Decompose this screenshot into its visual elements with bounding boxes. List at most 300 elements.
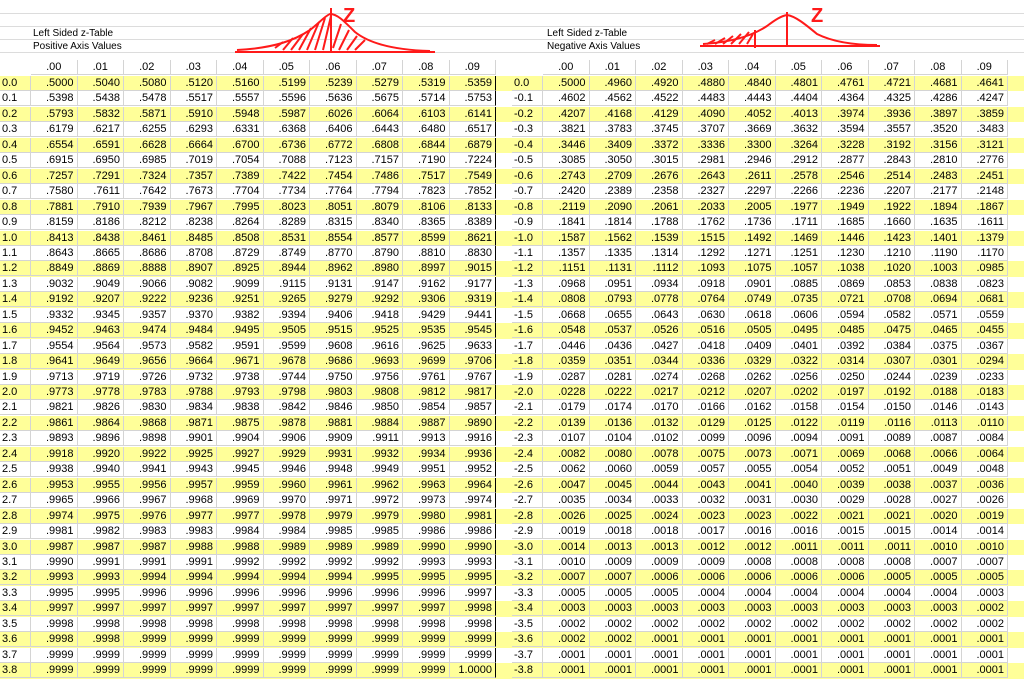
- positive-value-cell[interactable]: .9991: [124, 555, 171, 570]
- negative-value-cell[interactable]: .3483: [962, 122, 1009, 137]
- negative-value-cell[interactable]: .0043: [683, 478, 730, 493]
- negative-value-cell[interactable]: .0256: [776, 370, 823, 385]
- positive-z-cell[interactable]: 2.3: [0, 431, 31, 446]
- negative-value-cell[interactable]: .3897: [915, 107, 962, 122]
- positive-z-cell[interactable]: 1.7: [0, 339, 31, 354]
- negative-value-cell[interactable]: .3156: [915, 138, 962, 153]
- negative-value-cell[interactable]: .0020: [915, 509, 962, 524]
- negative-z-cell[interactable]: -2.0: [512, 385, 543, 400]
- column-header-right[interactable]: .01: [590, 60, 637, 75]
- negative-value-cell[interactable]: .0054: [776, 462, 823, 477]
- negative-value-cell[interactable]: .0013: [590, 540, 637, 555]
- negative-value-cell[interactable]: .0001: [822, 663, 869, 678]
- negative-z-cell[interactable]: -1.1: [512, 246, 543, 261]
- positive-value-cell[interactable]: .6808: [357, 138, 404, 153]
- column-header-left[interactable]: .02: [124, 60, 171, 75]
- negative-value-cell[interactable]: .2843: [869, 153, 916, 168]
- positive-value-cell[interactable]: .8238: [171, 215, 218, 230]
- negative-z-cell[interactable]: -0.8: [512, 200, 543, 215]
- positive-z-cell[interactable]: 2.0: [0, 385, 31, 400]
- negative-z-cell[interactable]: -1.5: [512, 308, 543, 323]
- negative-value-cell[interactable]: .4641: [962, 76, 1009, 91]
- negative-value-cell[interactable]: .0019: [962, 509, 1009, 524]
- positive-value-cell[interactable]: .8315: [310, 215, 357, 230]
- negative-value-cell[interactable]: .0094: [776, 431, 823, 446]
- negative-value-cell[interactable]: .0170: [636, 400, 683, 415]
- positive-value-cell[interactable]: .9983: [124, 524, 171, 539]
- negative-value-cell[interactable]: .1492: [729, 231, 776, 246]
- positive-value-cell[interactable]: .9999: [217, 648, 264, 663]
- positive-value-cell[interactable]: .6915: [31, 153, 78, 168]
- negative-value-cell[interactable]: .0052: [822, 462, 869, 477]
- positive-value-cell[interactable]: .8554: [310, 231, 357, 246]
- negative-value-cell[interactable]: .0001: [683, 663, 730, 678]
- negative-z-cell[interactable]: -0.3: [512, 122, 543, 137]
- negative-value-cell[interactable]: .1038: [822, 261, 869, 276]
- positive-value-cell[interactable]: .6331: [217, 122, 264, 137]
- negative-value-cell[interactable]: .0606: [776, 308, 823, 323]
- negative-value-cell[interactable]: .4013: [776, 107, 823, 122]
- negative-value-cell[interactable]: .0110: [962, 416, 1009, 431]
- positive-value-cell[interactable]: .9969: [217, 493, 264, 508]
- positive-value-cell[interactable]: .6064: [357, 107, 404, 122]
- negative-value-cell[interactable]: .4801: [776, 76, 823, 91]
- positive-value-cell[interactable]: .8944: [264, 261, 311, 276]
- positive-value-cell[interactable]: .9996: [264, 586, 311, 601]
- negative-value-cell[interactable]: .0307: [869, 354, 916, 369]
- positive-value-cell[interactable]: .9893: [31, 431, 78, 446]
- positive-value-cell[interactable]: .9564: [78, 339, 125, 354]
- negative-value-cell[interactable]: .4602: [543, 91, 590, 106]
- negative-value-cell[interactable]: .0064: [962, 447, 1009, 462]
- negative-value-cell[interactable]: .0116: [869, 416, 916, 431]
- negative-value-cell[interactable]: .0446: [543, 339, 590, 354]
- negative-value-cell[interactable]: .0002: [869, 617, 916, 632]
- positive-value-cell[interactable]: .9936: [450, 447, 497, 462]
- positive-z-cell[interactable]: 0.8: [0, 200, 31, 215]
- positive-value-cell[interactable]: .7704: [217, 184, 264, 199]
- negative-value-cell[interactable]: .0505: [729, 323, 776, 338]
- positive-value-cell[interactable]: .7422: [264, 169, 311, 184]
- positive-value-cell[interactable]: .9997: [31, 601, 78, 616]
- negative-value-cell[interactable]: .0006: [683, 570, 730, 585]
- negative-value-cell[interactable]: .0002: [915, 617, 962, 632]
- positive-value-cell[interactable]: .6141: [450, 107, 497, 122]
- positive-value-cell[interactable]: .9999: [264, 663, 311, 678]
- negative-value-cell[interactable]: .0571: [915, 308, 962, 323]
- positive-value-cell[interactable]: .9995: [403, 570, 450, 585]
- negative-value-cell[interactable]: .0003: [776, 601, 823, 616]
- negative-value-cell[interactable]: .4522: [636, 91, 683, 106]
- negative-value-cell[interactable]: .0006: [729, 570, 776, 585]
- positive-value-cell[interactable]: .9989: [264, 540, 311, 555]
- negative-value-cell[interactable]: .0375: [915, 339, 962, 354]
- negative-value-cell[interactable]: .2327: [683, 184, 730, 199]
- negative-value-cell[interactable]: .3228: [822, 138, 869, 153]
- negative-z-cell[interactable]: -0.4: [512, 138, 543, 153]
- positive-value-cell[interactable]: .6591: [78, 138, 125, 153]
- positive-value-cell[interactable]: .9830: [124, 400, 171, 415]
- column-header-left[interactable]: .08: [403, 60, 450, 75]
- positive-value-cell[interactable]: .5239: [310, 76, 357, 91]
- positive-value-cell[interactable]: .9535: [403, 323, 450, 338]
- negative-value-cell[interactable]: .0025: [590, 509, 637, 524]
- positive-value-cell[interactable]: .8186: [78, 215, 125, 230]
- positive-value-cell[interactable]: .9960: [264, 478, 311, 493]
- negative-value-cell[interactable]: .2946: [729, 153, 776, 168]
- negative-value-cell[interactable]: .0359: [543, 354, 590, 369]
- positive-value-cell[interactable]: .9996: [310, 586, 357, 601]
- negative-value-cell[interactable]: .1210: [869, 246, 916, 261]
- negative-value-cell[interactable]: .0001: [869, 632, 916, 647]
- negative-value-cell[interactable]: .0016: [729, 524, 776, 539]
- positive-value-cell[interactable]: .9177: [450, 277, 497, 292]
- positive-value-cell[interactable]: .8079: [357, 200, 404, 215]
- positive-value-cell[interactable]: .9946: [264, 462, 311, 477]
- positive-value-cell[interactable]: .8729: [217, 246, 264, 261]
- positive-value-cell[interactable]: .8962: [310, 261, 357, 276]
- negative-value-cell[interactable]: .0002: [590, 632, 637, 647]
- negative-value-cell[interactable]: .0007: [590, 570, 637, 585]
- negative-z-cell[interactable]: -1.0: [512, 231, 543, 246]
- positive-value-cell[interactable]: .8770: [310, 246, 357, 261]
- negative-value-cell[interactable]: .1251: [776, 246, 823, 261]
- positive-value-cell[interactable]: .9131: [310, 277, 357, 292]
- positive-value-cell[interactable]: .9932: [357, 447, 404, 462]
- positive-value-cell[interactable]: .7881: [31, 200, 78, 215]
- positive-value-cell[interactable]: .9998: [31, 632, 78, 647]
- negative-value-cell[interactable]: .0006: [776, 570, 823, 585]
- negative-value-cell[interactable]: .0485: [822, 323, 869, 338]
- positive-value-cell[interactable]: .9962: [357, 478, 404, 493]
- negative-z-cell[interactable]: -3.2: [512, 570, 543, 585]
- positive-value-cell[interactable]: .9994: [310, 570, 357, 585]
- positive-value-cell[interactable]: .9978: [264, 509, 311, 524]
- positive-value-cell[interactable]: .9082: [171, 277, 218, 292]
- column-header-right[interactable]: .00: [543, 60, 590, 75]
- negative-value-cell[interactable]: .0012: [683, 540, 730, 555]
- negative-value-cell[interactable]: .1271: [729, 246, 776, 261]
- positive-value-cell[interactable]: .9192: [31, 292, 78, 307]
- positive-value-cell[interactable]: .9115: [264, 277, 311, 292]
- positive-value-cell[interactable]: .9995: [450, 570, 497, 585]
- negative-value-cell[interactable]: .0001: [869, 648, 916, 663]
- positive-value-cell[interactable]: .9971: [310, 493, 357, 508]
- negative-value-cell[interactable]: .1515: [683, 231, 730, 246]
- positive-value-cell[interactable]: .9953: [31, 478, 78, 493]
- negative-value-cell[interactable]: .4052: [729, 107, 776, 122]
- positive-value-cell[interactable]: .9967: [124, 493, 171, 508]
- negative-value-cell[interactable]: .1170: [962, 246, 1009, 261]
- positive-value-cell[interactable]: .7764: [310, 184, 357, 199]
- negative-value-cell[interactable]: .0968: [543, 277, 590, 292]
- positive-value-cell[interactable]: .9857: [450, 400, 497, 415]
- positive-value-cell[interactable]: .9948: [310, 462, 357, 477]
- negative-value-cell[interactable]: .0044: [636, 478, 683, 493]
- positive-value-cell[interactable]: .7517: [403, 169, 450, 184]
- negative-value-cell[interactable]: .0526: [636, 323, 683, 338]
- positive-value-cell[interactable]: .9429: [403, 308, 450, 323]
- positive-value-cell[interactable]: .9625: [403, 339, 450, 354]
- negative-value-cell[interactable]: .4880: [683, 76, 730, 91]
- positive-value-cell[interactable]: .8106: [403, 200, 450, 215]
- negative-value-cell[interactable]: .0002: [543, 617, 590, 632]
- positive-value-cell[interactable]: .9972: [357, 493, 404, 508]
- negative-z-cell[interactable]: 0.0: [512, 76, 543, 91]
- positive-value-cell[interactable]: .6179: [31, 122, 78, 137]
- negative-value-cell[interactable]: .1190: [915, 246, 962, 261]
- positive-value-cell[interactable]: .9991: [78, 555, 125, 570]
- negative-value-cell[interactable]: .0244: [869, 370, 916, 385]
- positive-value-cell[interactable]: .9994: [171, 570, 218, 585]
- positive-value-cell[interactable]: .9817: [450, 385, 497, 400]
- positive-value-cell[interactable]: .6736: [264, 138, 311, 153]
- positive-value-cell[interactable]: .9525: [357, 323, 404, 338]
- positive-value-cell[interactable]: .9998: [357, 617, 404, 632]
- positive-value-cell[interactable]: .9998: [31, 617, 78, 632]
- negative-value-cell[interactable]: .3300: [729, 138, 776, 153]
- positive-value-cell[interactable]: .8830: [450, 246, 497, 261]
- negative-value-cell[interactable]: .0005: [590, 586, 637, 601]
- negative-value-cell[interactable]: .0034: [590, 493, 637, 508]
- negative-value-cell[interactable]: .0197: [822, 385, 869, 400]
- positive-z-cell[interactable]: 1.9: [0, 370, 31, 385]
- positive-value-cell[interactable]: .9793: [217, 385, 264, 400]
- positive-value-cell[interactable]: .5080: [124, 76, 171, 91]
- negative-value-cell[interactable]: .0057: [683, 462, 730, 477]
- negative-value-cell[interactable]: .0778: [636, 292, 683, 307]
- column-header-left[interactable]: .05: [264, 60, 311, 75]
- positive-value-cell[interactable]: .9968: [171, 493, 218, 508]
- positive-z-cell[interactable]: 2.4: [0, 447, 31, 462]
- negative-value-cell[interactable]: .3015: [636, 153, 683, 168]
- negative-value-cell[interactable]: .0041: [729, 478, 776, 493]
- negative-value-cell[interactable]: .0222: [590, 385, 637, 400]
- column-header-right[interactable]: .07: [869, 60, 916, 75]
- positive-value-cell[interactable]: .9999: [124, 663, 171, 678]
- negative-value-cell[interactable]: .0005: [543, 586, 590, 601]
- positive-value-cell[interactable]: .5478: [124, 91, 171, 106]
- negative-value-cell[interactable]: .0010: [915, 540, 962, 555]
- negative-value-cell[interactable]: .0409: [729, 339, 776, 354]
- negative-value-cell[interactable]: .0001: [683, 648, 730, 663]
- positive-z-cell[interactable]: 3.1: [0, 555, 31, 570]
- positive-value-cell[interactable]: .9750: [310, 370, 357, 385]
- negative-value-cell[interactable]: .4562: [590, 91, 637, 106]
- positive-value-cell[interactable]: .9994: [217, 570, 264, 585]
- positive-value-cell[interactable]: .7224: [450, 153, 497, 168]
- positive-value-cell[interactable]: .9997: [310, 601, 357, 616]
- column-header-right[interactable]: .05: [776, 60, 823, 75]
- positive-value-cell[interactable]: .9901: [171, 431, 218, 446]
- negative-value-cell[interactable]: .0087: [915, 431, 962, 446]
- positive-value-cell[interactable]: .6406: [310, 122, 357, 137]
- negative-z-cell[interactable]: -2.2: [512, 416, 543, 431]
- positive-value-cell[interactable]: .5948: [217, 107, 264, 122]
- negative-value-cell[interactable]: .2483: [915, 169, 962, 184]
- negative-value-cell[interactable]: .0062: [543, 462, 590, 477]
- negative-value-cell[interactable]: .0096: [729, 431, 776, 446]
- negative-value-cell[interactable]: .0012: [729, 540, 776, 555]
- positive-value-cell[interactable]: .9890: [450, 416, 497, 431]
- negative-value-cell[interactable]: .0080: [590, 447, 637, 462]
- positive-value-cell[interactable]: .9066: [124, 277, 171, 292]
- positive-value-cell[interactable]: .9997: [171, 601, 218, 616]
- negative-value-cell[interactable]: .3121: [962, 138, 1009, 153]
- positive-value-cell[interactable]: .9997: [264, 601, 311, 616]
- negative-value-cell[interactable]: .1660: [869, 215, 916, 230]
- positive-value-cell[interactable]: .5987: [264, 107, 311, 122]
- positive-value-cell[interactable]: .8708: [171, 246, 218, 261]
- negative-value-cell[interactable]: .0026: [962, 493, 1009, 508]
- column-header-right[interactable]: .08: [915, 60, 962, 75]
- negative-value-cell[interactable]: .0009: [636, 555, 683, 570]
- negative-value-cell[interactable]: .0003: [915, 601, 962, 616]
- column-header-right[interactable]: .03: [683, 60, 730, 75]
- negative-value-cell[interactable]: .0005: [962, 570, 1009, 585]
- positive-value-cell[interactable]: .9505: [264, 323, 311, 338]
- positive-value-cell[interactable]: .9582: [171, 339, 218, 354]
- negative-value-cell[interactable]: .0001: [962, 632, 1009, 647]
- negative-value-cell[interactable]: .0001: [869, 663, 916, 678]
- positive-value-cell[interactable]: .9964: [450, 478, 497, 493]
- positive-value-cell[interactable]: .7357: [171, 169, 218, 184]
- negative-value-cell[interactable]: .0166: [683, 400, 730, 415]
- positive-value-cell[interactable]: .9999: [450, 648, 497, 663]
- positive-value-cell[interactable]: .8621: [450, 231, 497, 246]
- negative-value-cell[interactable]: .1093: [683, 261, 730, 276]
- negative-value-cell[interactable]: .1977: [776, 200, 823, 215]
- negative-value-cell[interactable]: .0721: [822, 292, 869, 307]
- positive-value-cell[interactable]: .9761: [403, 370, 450, 385]
- positive-value-cell[interactable]: .9382: [217, 308, 264, 323]
- negative-value-cell[interactable]: .0021: [822, 509, 869, 524]
- positive-value-cell[interactable]: .9938: [31, 462, 78, 477]
- positive-value-cell[interactable]: .9999: [78, 648, 125, 663]
- positive-value-cell[interactable]: .5753: [450, 91, 497, 106]
- positive-value-cell[interactable]: .9997: [450, 586, 497, 601]
- positive-value-cell[interactable]: .9979: [357, 509, 404, 524]
- positive-value-cell[interactable]: .5199: [264, 76, 311, 91]
- positive-value-cell[interactable]: .9943: [171, 462, 218, 477]
- positive-value-cell[interactable]: .9861: [31, 416, 78, 431]
- positive-value-cell[interactable]: .8888: [124, 261, 171, 276]
- negative-value-cell[interactable]: .0029: [822, 493, 869, 508]
- positive-value-cell[interactable]: .9370: [171, 308, 218, 323]
- positive-value-cell[interactable]: .6664: [171, 138, 218, 153]
- negative-value-cell[interactable]: .0113: [915, 416, 962, 431]
- negative-value-cell[interactable]: .0024: [636, 509, 683, 524]
- negative-value-cell[interactable]: .0869: [822, 277, 869, 292]
- negative-value-cell[interactable]: .0122: [776, 416, 823, 431]
- negative-value-cell[interactable]: .0001: [962, 663, 1009, 678]
- positive-value-cell[interactable]: .9484: [171, 323, 218, 338]
- positive-value-cell[interactable]: .7794: [357, 184, 404, 199]
- negative-value-cell[interactable]: .0146: [915, 400, 962, 415]
- negative-value-cell[interactable]: .0154: [822, 400, 869, 415]
- positive-value-cell[interactable]: .9996: [403, 586, 450, 601]
- negative-value-cell[interactable]: .3707: [683, 122, 730, 137]
- negative-value-cell[interactable]: .0582: [869, 308, 916, 323]
- negative-value-cell[interactable]: .2611: [729, 169, 776, 184]
- positive-value-cell[interactable]: .9989: [357, 540, 404, 555]
- negative-value-cell[interactable]: .0019: [543, 524, 590, 539]
- negative-z-cell[interactable]: -0.5: [512, 153, 543, 168]
- negative-value-cell[interactable]: .2177: [915, 184, 962, 199]
- positive-value-cell[interactable]: .9993: [31, 570, 78, 585]
- positive-value-cell[interactable]: .9649: [78, 354, 125, 369]
- negative-value-cell[interactable]: .0039: [822, 478, 869, 493]
- negative-value-cell[interactable]: .1292: [683, 246, 730, 261]
- negative-value-cell[interactable]: .1131: [590, 261, 637, 276]
- negative-value-cell[interactable]: .0188: [915, 385, 962, 400]
- positive-value-cell[interactable]: .8925: [217, 261, 264, 276]
- positive-value-cell[interactable]: .9495: [217, 323, 264, 338]
- positive-value-cell[interactable]: .9678: [264, 354, 311, 369]
- negative-value-cell[interactable]: .0329: [729, 354, 776, 369]
- positive-value-cell[interactable]: .8051: [310, 200, 357, 215]
- positive-value-cell[interactable]: .9999: [124, 632, 171, 647]
- positive-value-cell[interactable]: .5910: [171, 107, 218, 122]
- column-header-left[interactable]: .04: [217, 60, 264, 75]
- negative-value-cell[interactable]: .0038: [869, 478, 916, 493]
- positive-value-cell[interactable]: .9162: [403, 277, 450, 292]
- negative-value-cell[interactable]: .0107: [543, 431, 590, 446]
- negative-value-cell[interactable]: .2810: [915, 153, 962, 168]
- positive-value-cell[interactable]: .9994: [264, 570, 311, 585]
- negative-value-cell[interactable]: .1423: [869, 231, 916, 246]
- negative-value-cell[interactable]: .0082: [543, 447, 590, 462]
- negative-value-cell[interactable]: .0005: [869, 570, 916, 585]
- negative-value-cell[interactable]: .3372: [636, 138, 683, 153]
- negative-value-cell[interactable]: .0007: [543, 570, 590, 585]
- negative-value-cell[interactable]: .0764: [683, 292, 730, 307]
- negative-value-cell[interactable]: .1762: [683, 215, 730, 230]
- positive-z-cell[interactable]: 0.2: [0, 107, 31, 122]
- negative-value-cell[interactable]: .1788: [636, 215, 683, 230]
- positive-value-cell[interactable]: .9974: [450, 493, 497, 508]
- negative-value-cell[interactable]: .2709: [590, 169, 637, 184]
- negative-value-cell[interactable]: .3264: [776, 138, 823, 153]
- positive-value-cell[interactable]: .9871: [171, 416, 218, 431]
- negative-value-cell[interactable]: .0001: [822, 632, 869, 647]
- negative-value-cell[interactable]: .1587: [543, 231, 590, 246]
- negative-value-cell[interactable]: .0001: [729, 648, 776, 663]
- negative-value-cell[interactable]: .0045: [590, 478, 637, 493]
- negative-value-cell[interactable]: .0136: [590, 416, 637, 431]
- positive-value-cell[interactable]: .9987: [78, 540, 125, 555]
- negative-value-cell[interactable]: .0250: [822, 370, 869, 385]
- positive-value-cell[interactable]: .5714: [403, 91, 450, 106]
- negative-value-cell[interactable]: .0002: [729, 617, 776, 632]
- negative-value-cell[interactable]: .1736: [729, 215, 776, 230]
- negative-value-cell[interactable]: .0475: [869, 323, 916, 338]
- negative-value-cell[interactable]: .3745: [636, 122, 683, 137]
- negative-value-cell[interactable]: .0228: [543, 385, 590, 400]
- negative-value-cell[interactable]: .0013: [636, 540, 683, 555]
- positive-value-cell[interactable]: .9826: [78, 400, 125, 415]
- negative-value-cell[interactable]: .0003: [822, 601, 869, 616]
- positive-value-cell[interactable]: .7019: [171, 153, 218, 168]
- positive-value-cell[interactable]: .9984: [217, 524, 264, 539]
- positive-value-cell[interactable]: .9996: [217, 586, 264, 601]
- negative-value-cell[interactable]: .0004: [683, 586, 730, 601]
- positive-value-cell[interactable]: .9997: [403, 601, 450, 616]
- positive-value-cell[interactable]: .9099: [217, 277, 264, 292]
- positive-value-cell[interactable]: .9945: [217, 462, 264, 477]
- positive-z-cell[interactable]: 2.6: [0, 478, 31, 493]
- negative-value-cell[interactable]: .0003: [962, 586, 1009, 601]
